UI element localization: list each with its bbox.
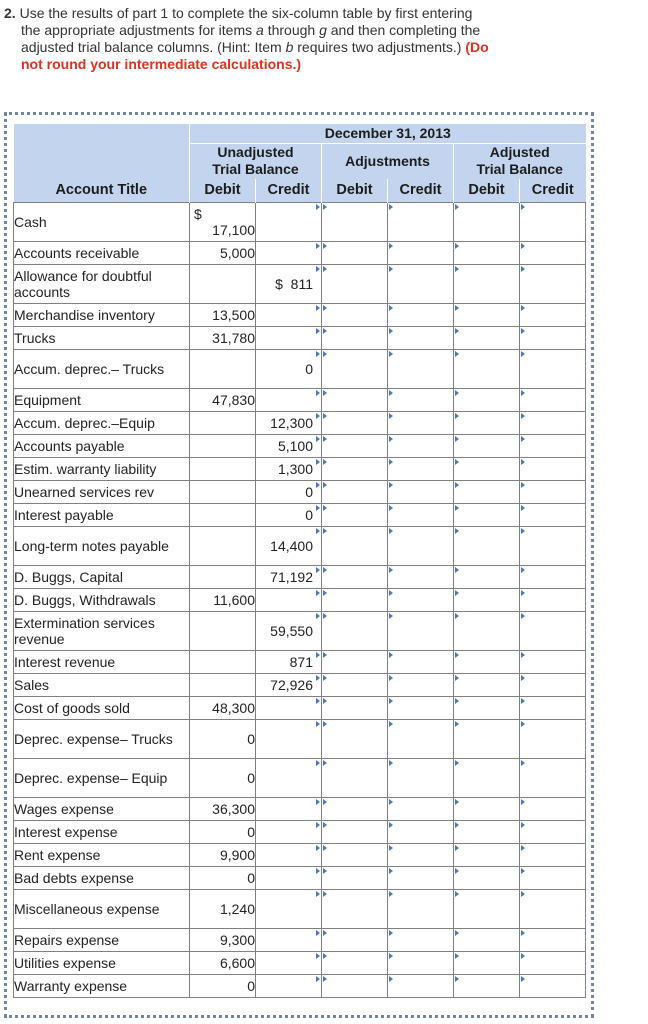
unadjusted-credit-cell: 72,926 xyxy=(256,673,322,696)
unadjusted-credit-cell: 0 xyxy=(256,349,322,388)
account-title-cell: Interest payable xyxy=(14,503,190,526)
table-row xyxy=(14,303,586,326)
adjusted-debit-input[interactable] xyxy=(454,866,520,889)
table-row xyxy=(14,411,586,434)
adjtb-credit-header: Credit xyxy=(520,179,586,202)
worksheet-table xyxy=(13,124,586,998)
table-row xyxy=(14,434,586,457)
account-title-cell: Accum. deprec.–Equip xyxy=(14,411,190,434)
account-title-cell: D. Buggs, Capital xyxy=(14,565,190,588)
adjusted-credit-input[interactable] xyxy=(520,889,586,928)
unadjusted-header xyxy=(190,143,322,179)
adjustment-credit-input[interactable] xyxy=(388,889,454,928)
unadjusted-credit-cell xyxy=(256,820,322,843)
unadjusted-debit-cell xyxy=(190,457,256,480)
unadjusted-credit-cell xyxy=(256,843,322,866)
table-row xyxy=(14,843,586,866)
adjusted-credit-input[interactable] xyxy=(520,673,586,696)
unadjusted-credit-cell xyxy=(256,889,322,928)
adjustment-debit-input[interactable] xyxy=(322,758,388,797)
table-row xyxy=(14,388,586,411)
adjusted-debit-input[interactable] xyxy=(454,889,520,928)
adjustment-debit-input[interactable] xyxy=(322,388,388,411)
account-title-cell: Rent expense xyxy=(14,843,190,866)
unadjusted-debit-cell xyxy=(190,202,256,241)
table-row xyxy=(14,264,586,303)
adjusted-debit-input[interactable] xyxy=(454,611,520,650)
table-row xyxy=(14,611,586,650)
adjustment-debit-input[interactable] xyxy=(322,928,388,951)
account-title-cell: Long-term notes payable xyxy=(14,526,190,565)
adjusted-debit-input[interactable] xyxy=(454,457,520,480)
adjusted-debit-input[interactable] xyxy=(454,673,520,696)
adjusted-credit-input[interactable] xyxy=(520,434,586,457)
account-title-cell: Cash xyxy=(14,202,190,241)
unadjusted-debit-cell: 0 xyxy=(190,719,256,758)
unadjusted-debit-cell: 31,780 xyxy=(190,326,256,349)
adjusted-credit-input[interactable] xyxy=(520,820,586,843)
adjustment-credit-input[interactable] xyxy=(388,326,454,349)
adjustment-credit-input[interactable] xyxy=(388,673,454,696)
adjustment-debit-input[interactable] xyxy=(322,843,388,866)
adjustment-credit-input[interactable] xyxy=(388,565,454,588)
adjustment-debit-input[interactable] xyxy=(322,303,388,326)
worksheet-panel xyxy=(4,112,594,1018)
table-row xyxy=(14,797,586,820)
table-row xyxy=(14,820,586,843)
adjustment-credit-input[interactable] xyxy=(388,202,454,241)
adjustment-debit-input[interactable] xyxy=(322,974,388,997)
adjusted-debit-input[interactable] xyxy=(454,696,520,719)
unadjusted-debit-cell: 11,600 xyxy=(190,588,256,611)
adjusted-line-1: Adjusted xyxy=(489,144,550,161)
adjustment-credit-input[interactable] xyxy=(388,457,454,480)
table-row xyxy=(14,526,586,565)
account-title-cell: Bad debts expense xyxy=(14,866,190,889)
adjusted-credit-input[interactable] xyxy=(520,526,586,565)
adjustment-debit-input[interactable] xyxy=(322,480,388,503)
adjustment-credit-input[interactable] xyxy=(388,349,454,388)
adjusted-debit-input[interactable] xyxy=(454,503,520,526)
cash-amount: 17,100 xyxy=(212,221,255,238)
account-title-cell: Accum. deprec.– Trucks xyxy=(14,349,190,388)
adjusted-credit-input[interactable] xyxy=(520,797,586,820)
adjusted-debit-input[interactable] xyxy=(454,326,520,349)
unadjusted-credit-cell: 12,300 xyxy=(256,411,322,434)
unadjusted-credit-cell: 1,300 xyxy=(256,457,322,480)
unadjusted-credit-cell xyxy=(256,928,322,951)
adjusted-credit-input[interactable] xyxy=(520,503,586,526)
currency-symbol: $ xyxy=(194,205,202,222)
table-row xyxy=(14,758,586,797)
account-title-cell: Estim. warranty liability xyxy=(14,457,190,480)
unadjusted-debit-cell xyxy=(190,411,256,434)
unadjusted-credit-cell xyxy=(256,974,322,997)
account-title-cell: Miscellaneous expense xyxy=(14,889,190,928)
unadjusted-credit-cell xyxy=(256,951,322,974)
table-row xyxy=(14,457,586,480)
q2-part-2: through xyxy=(263,22,320,38)
unadjusted-debit-cell xyxy=(190,526,256,565)
unadjusted-debit-cell: 1,240 xyxy=(190,889,256,928)
account-title-cell: Accounts receivable xyxy=(14,241,190,264)
adjusted-debit-input[interactable] xyxy=(454,264,520,303)
adjusted-credit-input[interactable] xyxy=(520,241,586,264)
adjustment-credit-input[interactable] xyxy=(388,974,454,997)
adjusted-debit-input[interactable] xyxy=(454,480,520,503)
unadjusted-debit-cell: 9,900 xyxy=(190,843,256,866)
adjusted-credit-input[interactable] xyxy=(520,696,586,719)
unadjusted-debit-cell xyxy=(190,480,256,503)
account-title-cell: Cost of goods sold xyxy=(14,696,190,719)
adjusted-debit-input[interactable] xyxy=(454,202,520,241)
adjustment-credit-input[interactable] xyxy=(388,843,454,866)
adjusted-debit-input[interactable] xyxy=(454,565,520,588)
adjustment-credit-input[interactable] xyxy=(388,526,454,565)
account-title-cell: Unearned services rev xyxy=(14,480,190,503)
adjustment-credit-input[interactable] xyxy=(388,264,454,303)
adjustment-debit-input[interactable] xyxy=(322,673,388,696)
unadj-debit-header: Debit xyxy=(190,179,256,202)
table-row xyxy=(14,503,586,526)
table-row xyxy=(14,974,586,997)
adjusted-credit-input[interactable] xyxy=(520,349,586,388)
table-row xyxy=(14,326,586,349)
adjusted-credit-input[interactable] xyxy=(520,457,586,480)
adjustment-credit-input[interactable] xyxy=(388,388,454,411)
adjusted-debit-input[interactable] xyxy=(454,797,520,820)
unadjusted-credit-cell xyxy=(256,797,322,820)
table-row xyxy=(14,889,586,928)
account-title-cell: Interest expense xyxy=(14,820,190,843)
adj-credit-header: Credit xyxy=(388,179,454,202)
unadjusted-debit-cell xyxy=(190,503,256,526)
unadjusted-credit-cell xyxy=(256,388,322,411)
adjustment-credit-input[interactable] xyxy=(388,951,454,974)
adjustment-debit-input[interactable] xyxy=(322,696,388,719)
q2-item-g: g xyxy=(319,22,327,38)
adj-debit-header: Debit xyxy=(322,179,388,202)
account-title-cell: Extermination services revenue xyxy=(14,611,190,650)
adjustment-credit-input[interactable] xyxy=(388,797,454,820)
table-row xyxy=(14,588,586,611)
unadjusted-credit-cell xyxy=(256,241,322,264)
unadjusted-credit-cell xyxy=(256,303,322,326)
adjustment-debit-input[interactable] xyxy=(322,349,388,388)
adjusted-credit-input[interactable] xyxy=(520,388,586,411)
unadjusted-debit-cell xyxy=(190,611,256,650)
date-header: December 31, 2013 xyxy=(190,124,586,143)
adjusted-debit-input[interactable] xyxy=(454,388,520,411)
adjusted-debit-input[interactable] xyxy=(454,526,520,565)
adjusted-debit-input[interactable] xyxy=(454,719,520,758)
unadjusted-debit-cell xyxy=(190,349,256,388)
account-title-header-cell xyxy=(14,124,190,202)
adjustment-credit-input[interactable] xyxy=(388,588,454,611)
unadjusted-credit-cell: 871 xyxy=(256,650,322,673)
adjustment-debit-input[interactable] xyxy=(322,889,388,928)
unadjusted-credit-cell xyxy=(256,696,322,719)
adjustment-debit-input[interactable] xyxy=(322,457,388,480)
unadjusted-credit-cell xyxy=(256,202,322,241)
adjusted-credit-input[interactable] xyxy=(520,303,586,326)
adjusted-credit-input[interactable] xyxy=(520,843,586,866)
q3-part-0: adjusted trial balance columns. (Hint: Item xyxy=(21,39,286,55)
table-row xyxy=(14,565,586,588)
adjusted-credit-input[interactable] xyxy=(520,928,586,951)
account-title-cell: Interest revenue xyxy=(14,650,190,673)
adjusted-line-2: Trial Balance xyxy=(476,161,563,178)
unadjusted-credit-cell xyxy=(256,719,322,758)
account-title-header: Account Title xyxy=(55,181,148,198)
account-title-cell: Wages expense xyxy=(14,797,190,820)
adjusted-credit-input[interactable] xyxy=(520,719,586,758)
adjustment-credit-input[interactable] xyxy=(388,611,454,650)
adjustment-credit-input[interactable] xyxy=(388,411,454,434)
adjustment-credit-input[interactable] xyxy=(388,480,454,503)
table-row xyxy=(14,866,586,889)
account-title-cell: Repairs expense xyxy=(14,928,190,951)
account-title-cell: D. Buggs, Withdrawals xyxy=(14,588,190,611)
unadjusted-credit-cell: $ 811 xyxy=(256,264,322,303)
adjusted-credit-input[interactable] xyxy=(520,974,586,997)
table-row xyxy=(14,673,586,696)
unadjusted-credit-cell: 0 xyxy=(256,503,322,526)
account-title-cell: Allowance for doubtful accounts xyxy=(14,264,190,303)
account-title-cell: Trucks xyxy=(14,326,190,349)
adjustment-debit-input[interactable] xyxy=(322,650,388,673)
unadjusted-line-1: Unadjusted xyxy=(217,144,294,161)
adjustment-credit-input[interactable] xyxy=(388,820,454,843)
question-line-2 xyxy=(4,22,584,39)
unadjusted-debit-cell xyxy=(190,264,256,303)
adjustment-debit-input[interactable] xyxy=(322,565,388,588)
unadjusted-credit-cell xyxy=(256,866,322,889)
adjusted-debit-input[interactable] xyxy=(454,411,520,434)
adjustment-credit-input[interactable] xyxy=(388,696,454,719)
adjusted-credit-input[interactable] xyxy=(520,758,586,797)
question-text xyxy=(4,5,584,73)
q2-part-0: the appropriate adjustments for items xyxy=(21,22,257,38)
adjusted-debit-input[interactable] xyxy=(454,843,520,866)
adjustment-debit-input[interactable] xyxy=(322,434,388,457)
adjustment-credit-input[interactable] xyxy=(388,650,454,673)
q3-part-2: requires two adjustments.) xyxy=(293,39,466,55)
question-warning-2: not round your intermediate calculations.) xyxy=(21,56,302,72)
adjusted-credit-input[interactable] xyxy=(520,480,586,503)
adjustment-credit-input[interactable] xyxy=(388,303,454,326)
adjustment-credit-input[interactable] xyxy=(388,719,454,758)
table-row xyxy=(14,349,586,388)
adjustment-debit-input[interactable] xyxy=(322,411,388,434)
adjustments-header: Adjustments xyxy=(322,143,454,179)
unadjusted-credit-cell: 14,400 xyxy=(256,526,322,565)
question-number: 2. xyxy=(4,5,16,21)
question-warning-1: (Do xyxy=(465,39,489,55)
account-title-cell: Accounts payable xyxy=(14,434,190,457)
unadjusted-debit-cell: 6,600 xyxy=(190,951,256,974)
adjusted-debit-input[interactable] xyxy=(454,588,520,611)
table-row xyxy=(14,951,586,974)
unadjusted-debit-cell xyxy=(190,565,256,588)
adjustment-debit-input[interactable] xyxy=(322,820,388,843)
question-line-1 xyxy=(4,5,584,22)
unadjusted-credit-cell xyxy=(256,326,322,349)
adjustment-credit-input[interactable] xyxy=(388,434,454,457)
unadjusted-debit-cell: 5,000 xyxy=(190,241,256,264)
unadjusted-credit-cell: 5,100 xyxy=(256,434,322,457)
adjustment-debit-input[interactable] xyxy=(322,588,388,611)
adjusted-debit-input[interactable] xyxy=(454,928,520,951)
unadjusted-debit-cell: 48,300 xyxy=(190,696,256,719)
adjustment-credit-input[interactable] xyxy=(388,503,454,526)
unadjusted-debit-cell: 0 xyxy=(190,974,256,997)
adjustment-credit-input[interactable] xyxy=(388,241,454,264)
account-title-cell: Sales xyxy=(14,673,190,696)
unadjusted-debit-cell: 36,300 xyxy=(190,797,256,820)
adjustment-debit-input[interactable] xyxy=(322,719,388,758)
unadjusted-debit-cell: 13,500 xyxy=(190,303,256,326)
unadjusted-credit-cell: 59,550 xyxy=(256,611,322,650)
adjusted-debit-input[interactable] xyxy=(454,951,520,974)
account-title-cell: Deprec. expense– Trucks xyxy=(14,719,190,758)
unadjusted-credit-cell: 71,192 xyxy=(256,565,322,588)
adjusted-credit-input[interactable] xyxy=(520,588,586,611)
table-row xyxy=(14,696,586,719)
adjusted-debit-input[interactable] xyxy=(454,241,520,264)
adjustment-debit-input[interactable] xyxy=(322,503,388,526)
adjtb-debit-header: Debit xyxy=(454,179,520,202)
adjusted-credit-input[interactable] xyxy=(520,866,586,889)
unadjusted-debit-cell: 47,830 xyxy=(190,388,256,411)
adjusted-credit-input[interactable] xyxy=(520,951,586,974)
adjustment-debit-input[interactable] xyxy=(322,264,388,303)
unadjusted-credit-cell xyxy=(256,588,322,611)
table-row xyxy=(14,241,586,264)
adjustment-debit-input[interactable] xyxy=(322,951,388,974)
unadjusted-debit-cell: 9,300 xyxy=(190,928,256,951)
unadjusted-debit-cell: 0 xyxy=(190,820,256,843)
adjustment-debit-input[interactable] xyxy=(322,611,388,650)
table-row xyxy=(14,719,586,758)
unadjusted-debit-cell xyxy=(190,673,256,696)
account-title-cell: Utilities expense xyxy=(14,951,190,974)
unadjusted-line-2: Trial Balance xyxy=(212,161,299,178)
adjusted-credit-input[interactable] xyxy=(520,411,586,434)
adjusted-debit-input[interactable] xyxy=(454,758,520,797)
table-row xyxy=(14,202,586,241)
adjustment-debit-input[interactable] xyxy=(322,866,388,889)
adjusted-credit-input[interactable] xyxy=(520,650,586,673)
adjustment-debit-input[interactable] xyxy=(322,526,388,565)
unadjusted-debit-cell xyxy=(190,434,256,457)
q2-part-4: and then completing the xyxy=(326,22,481,38)
unadjusted-debit-cell: 0 xyxy=(190,866,256,889)
adjusted-credit-input[interactable] xyxy=(520,611,586,650)
question-line-3 xyxy=(4,39,584,56)
adjusted-debit-input[interactable] xyxy=(454,349,520,388)
unadjusted-debit-cell: 0 xyxy=(190,758,256,797)
unadjusted-debit-cell xyxy=(190,650,256,673)
account-title-cell: Warranty expense xyxy=(14,974,190,997)
adjusted-credit-input[interactable] xyxy=(520,202,586,241)
adjusted-debit-input[interactable] xyxy=(454,434,520,457)
adjustment-debit-input[interactable] xyxy=(322,326,388,349)
adjusted-credit-input[interactable] xyxy=(520,326,586,349)
unadj-credit-header: Credit xyxy=(256,179,322,202)
q3-item-b: b xyxy=(285,39,294,55)
q2-item-a: a xyxy=(256,22,264,38)
table-row xyxy=(14,650,586,673)
account-title-cell: Deprec. expense– Equip xyxy=(14,758,190,797)
unadjusted-credit-cell xyxy=(256,758,322,797)
adjusted-credit-input[interactable] xyxy=(520,565,586,588)
adjusted-credit-input[interactable] xyxy=(520,264,586,303)
adjustment-credit-input[interactable] xyxy=(388,928,454,951)
adjustment-debit-input[interactable] xyxy=(322,202,388,241)
adjusted-debit-input[interactable] xyxy=(454,303,520,326)
adjusted-header xyxy=(454,143,586,179)
table-row xyxy=(14,928,586,951)
worksheet-body xyxy=(14,202,586,997)
adjustment-credit-input[interactable] xyxy=(388,866,454,889)
adjustment-debit-input[interactable] xyxy=(322,241,388,264)
account-title-cell: Equipment xyxy=(14,388,190,411)
adjustment-debit-input[interactable] xyxy=(322,797,388,820)
adjusted-debit-input[interactable] xyxy=(454,974,520,997)
adjusted-debit-input[interactable] xyxy=(454,650,520,673)
adjustment-credit-input[interactable] xyxy=(388,758,454,797)
account-title-cell: Merchandise inventory xyxy=(14,303,190,326)
question-line-1-text: Use the results of part 1 to complete the six-column table by first entering xyxy=(19,5,473,21)
unadjusted-credit-cell: 0 xyxy=(256,480,322,503)
table-row xyxy=(14,480,586,503)
adjusted-debit-input[interactable] xyxy=(454,820,520,843)
